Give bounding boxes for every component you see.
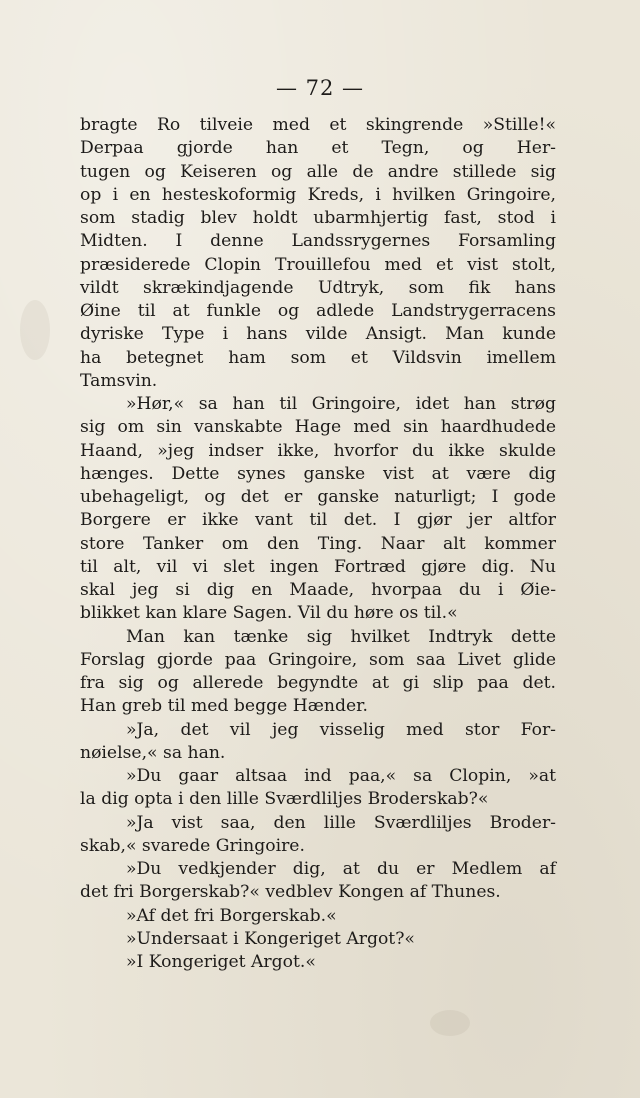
- text-line: Tamsvin.: [80, 370, 158, 391]
- text-line: hænges. Dette synes ganske vist at være dig: [80, 463, 556, 484]
- text-line: skab,« svarede Gringoire.: [80, 835, 305, 856]
- text-line: som stadig blev holdt ubarmhjertig fast, stod i: [80, 208, 556, 228]
- text-line: »I Kongeriget Argot.«: [126, 952, 316, 972]
- text-line: Haand, »jeg indser ikke, hvorfor du ikke skulde: [80, 440, 556, 461]
- text-line: skal jeg si dig en Maade, hvorpaa du i Øie-: [80, 580, 556, 600]
- text-line: sig om sin vanskabte Hage med sin haardhudede: [80, 417, 556, 438]
- text-line: »Hør,« sa han til Gringoire, idet han strøg: [126, 394, 556, 414]
- text-line: »Ja vist saa, den lille Sværdliljes Broder-: [126, 812, 556, 833]
- text-line: Borgere er ikke vant til det. I gjør jer altfor: [80, 510, 556, 531]
- text-line: »Ja, det vil jeg visselig med stor For-: [126, 719, 556, 740]
- text-line: store Tanker om den Ting. Naar alt kommer: [80, 533, 556, 554]
- text-line: tugen og Keiseren og alle de andre stillede sig: [80, 161, 556, 182]
- text-line: Han greb til med begge Hænder.: [80, 696, 368, 717]
- text-line: det fri Borgerskab?« vedblev Kongen af Thunes.: [80, 882, 501, 903]
- text-line: blikket kan klare Sagen. Vil du høre os til.«: [80, 603, 458, 624]
- text-line: op i en hesteskoformig Kreds, i hvilken Gringoire,: [80, 184, 556, 205]
- text-line: la dig opta i den lille Sværdliljes Broderskab?«: [80, 789, 489, 810]
- text-line: Forslag gjorde paa Gringoire, som saa Livet glide: [80, 649, 556, 670]
- text-line: Øine til at funkle og adlede Landstrygerracens: [80, 301, 556, 321]
- text-line: »Undersaat i Kongeriget Argot?«: [126, 928, 415, 949]
- text-line: Derpaa gjorde han et Tegn, og Her-: [80, 138, 556, 159]
- text-line: dyriske Type i hans vilde Ansigt. Man kunde: [80, 324, 556, 345]
- text-line: fra sig og allerede begyndte at gi slip paa det.: [80, 673, 556, 693]
- text-line: vildt skrækindjagende Udtryk, som fik hans: [80, 277, 556, 298]
- text-line: ubehageligt, og det er ganske naturligt; I gode: [80, 487, 556, 507]
- page-number: — 72 —: [275, 76, 365, 100]
- text-line: til alt, vil vi slet ingen Fortræd gjøre dig. Nu: [80, 556, 556, 577]
- paper-stain: [430, 1010, 470, 1036]
- text-line: »Du gaar altsaa ind paa,« sa Clopin, »at: [126, 766, 556, 786]
- text-line: ha betegnet ham som et Vildsvin imellem: [80, 347, 556, 368]
- paper-stain: [20, 300, 50, 360]
- text-line: »Du vedkjender dig, at du er Medlem af: [126, 859, 556, 879]
- text-line: bragte Ro tilveie med et skingrende »Stille!«: [80, 115, 556, 135]
- text-line: nøielse,« sa han.: [80, 742, 226, 763]
- text-line: Man kan tænke sig hvilket Indtryk dette: [126, 626, 556, 647]
- body-text: [80, 114, 556, 974]
- text-line: »Af det fri Borgerskab.«: [126, 905, 337, 926]
- text-line: præsiderede Clopin Trouillefou med et vist stolt,: [80, 254, 556, 275]
- text-line: Midten. I denne Landssrygernes Forsamling: [80, 231, 556, 252]
